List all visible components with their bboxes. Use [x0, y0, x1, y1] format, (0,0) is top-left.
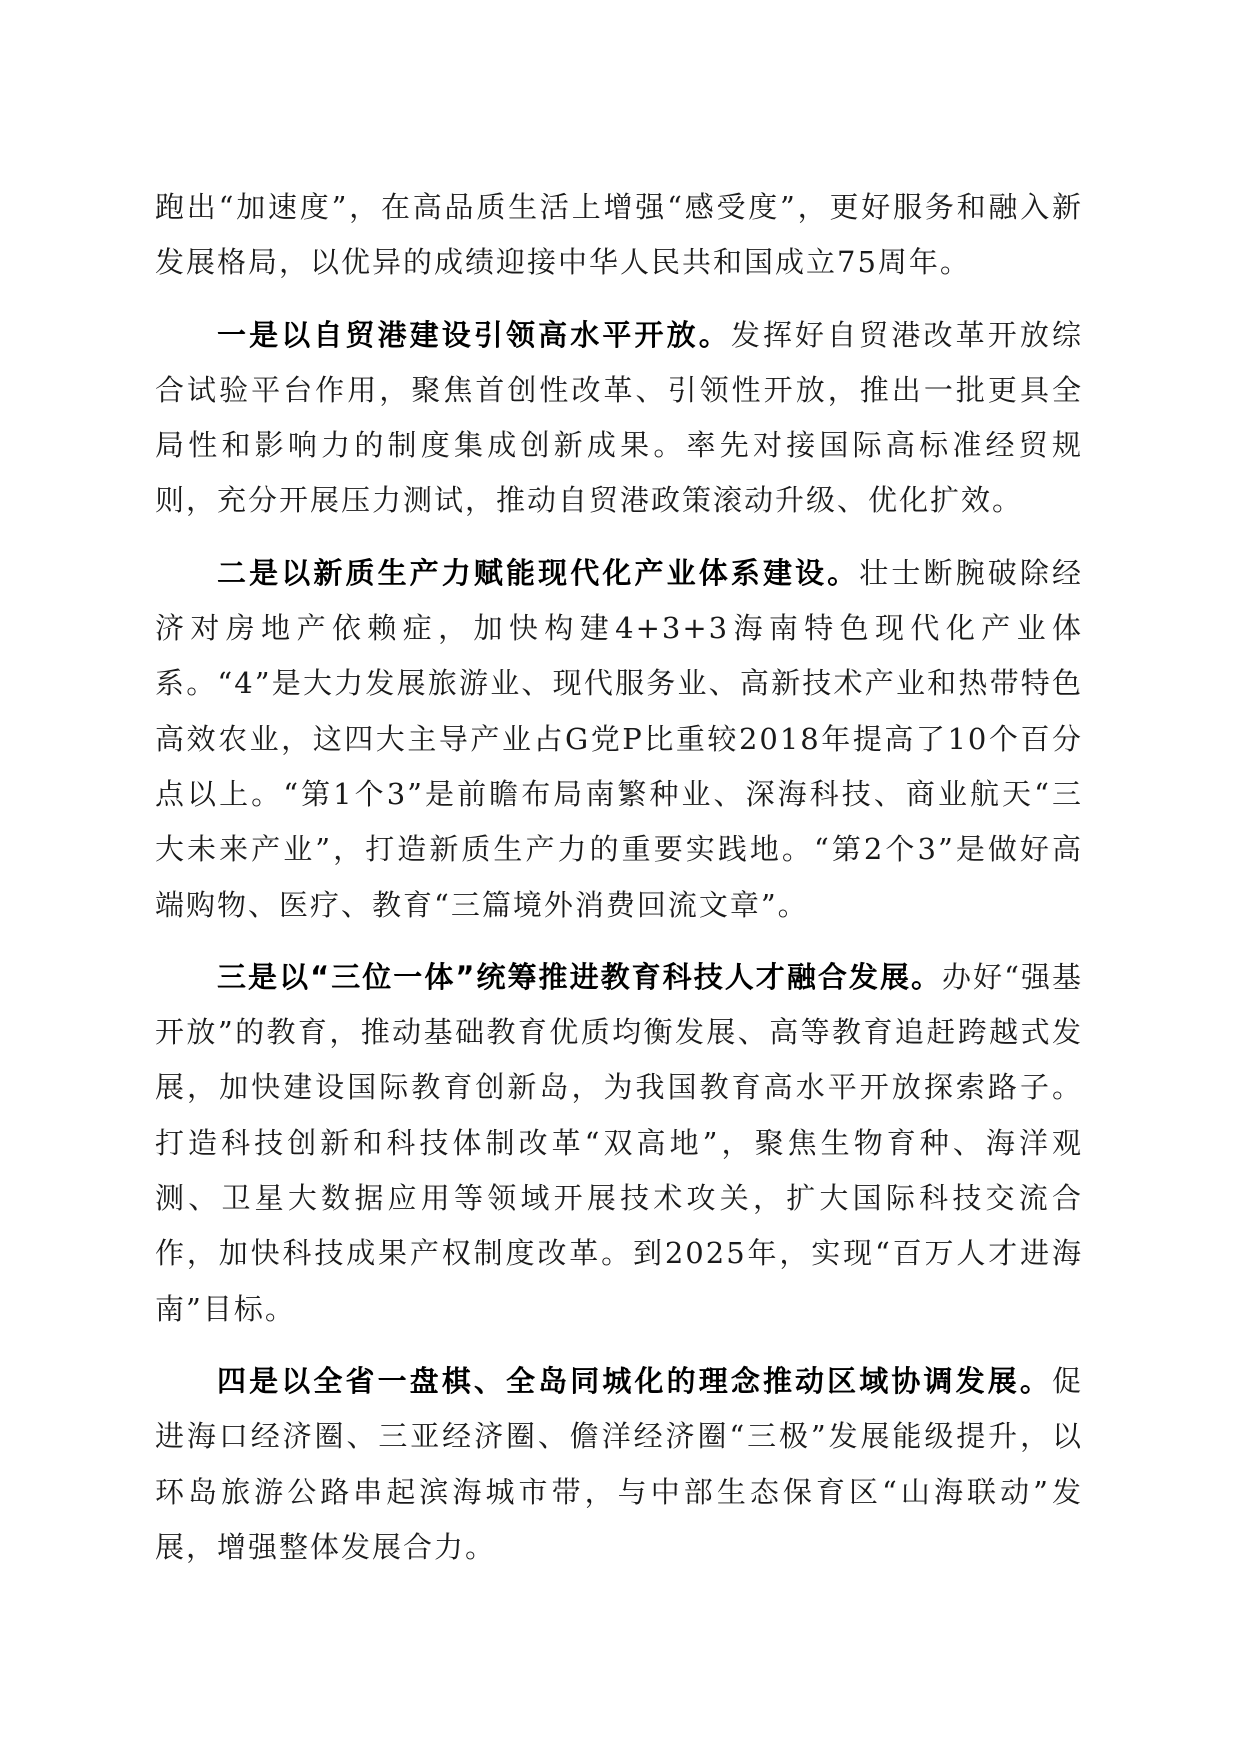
paragraph-text: 壮士断腕破除经济对房地产依赖症，加快构建4+3+3海南特色现代化产业体系。“4”是大力发展旅游业、现代服务业、高新技术产业和热带特色高效农业，这四大主导产业占G党P比重较2018年提高了10个百分点以上。“第1个3”是前瞻布局南繁种业、深海科技、商业航天“三大未来产业”，打造新质生产力的重要实践地。“第2个3”是做好高端购物、医疗、教育“三篇境外消费回流文章”。	[155, 555, 1083, 922]
paragraph-point-three	[155, 950, 1083, 1337]
paragraph-point-two	[155, 546, 1083, 933]
paragraph-text: 发挥好自贸港改革开放综合试验平台作用，聚焦首创性改革、引领性开放，推出一批更具全局性和影响力的制度集成创新成果。率先对接国际高标准经贸规则，充分开展压力测试，推动自贸港政策滚动升级、优化扩效。	[155, 317, 1083, 518]
paragraph-text: 办好“强基开放”的教育，推动基础教育优质均衡发展、高等教育追赶跨越式发展，加快建设国际教育创新岛，为我国教育高水平开放探索路子。打造科技创新和科技体制改革“双高地”，聚焦生物育种、海洋观测、卫星大数据应用等领域开展技术攻关，扩大国际科技交流合作，加快科技成果产权制度改革。到2025年，实现“百万人才进海南”目标。	[155, 959, 1084, 1326]
paragraph-intro-continuation	[155, 180, 1083, 291]
paragraph-heading: 二是以新质生产力赋能现代化产业体系建设。	[217, 555, 860, 590]
paragraph-heading: 三是以“三位一体”统筹推进教育科技人才融合发展。	[217, 959, 943, 994]
paragraph-text: 促进海口经济圈、三亚经济圈、儋洋经济圈“三极”发展能级提升，以环岛旅游公路串起滨海城市带，与中部生态保育区“山海联动”发展，增强整体发展合力。	[155, 1363, 1083, 1564]
paragraph-point-four	[155, 1354, 1083, 1575]
paragraph-point-one	[155, 308, 1083, 529]
paragraph-heading: 四是以全省一盘棋、全岛同城化的理念推动区域协调发展。	[217, 1363, 1052, 1398]
paragraph-heading: 一是以自贸港建设引领高水平开放。	[217, 317, 731, 352]
document-body	[155, 180, 1083, 1592]
paragraph-text: 跑出“加速度”，在高品质生活上增强“感受度”，更好服务和融入新发展格局，以优异的成绩迎接中华人民共和国成立75周年。	[155, 190, 1083, 280]
